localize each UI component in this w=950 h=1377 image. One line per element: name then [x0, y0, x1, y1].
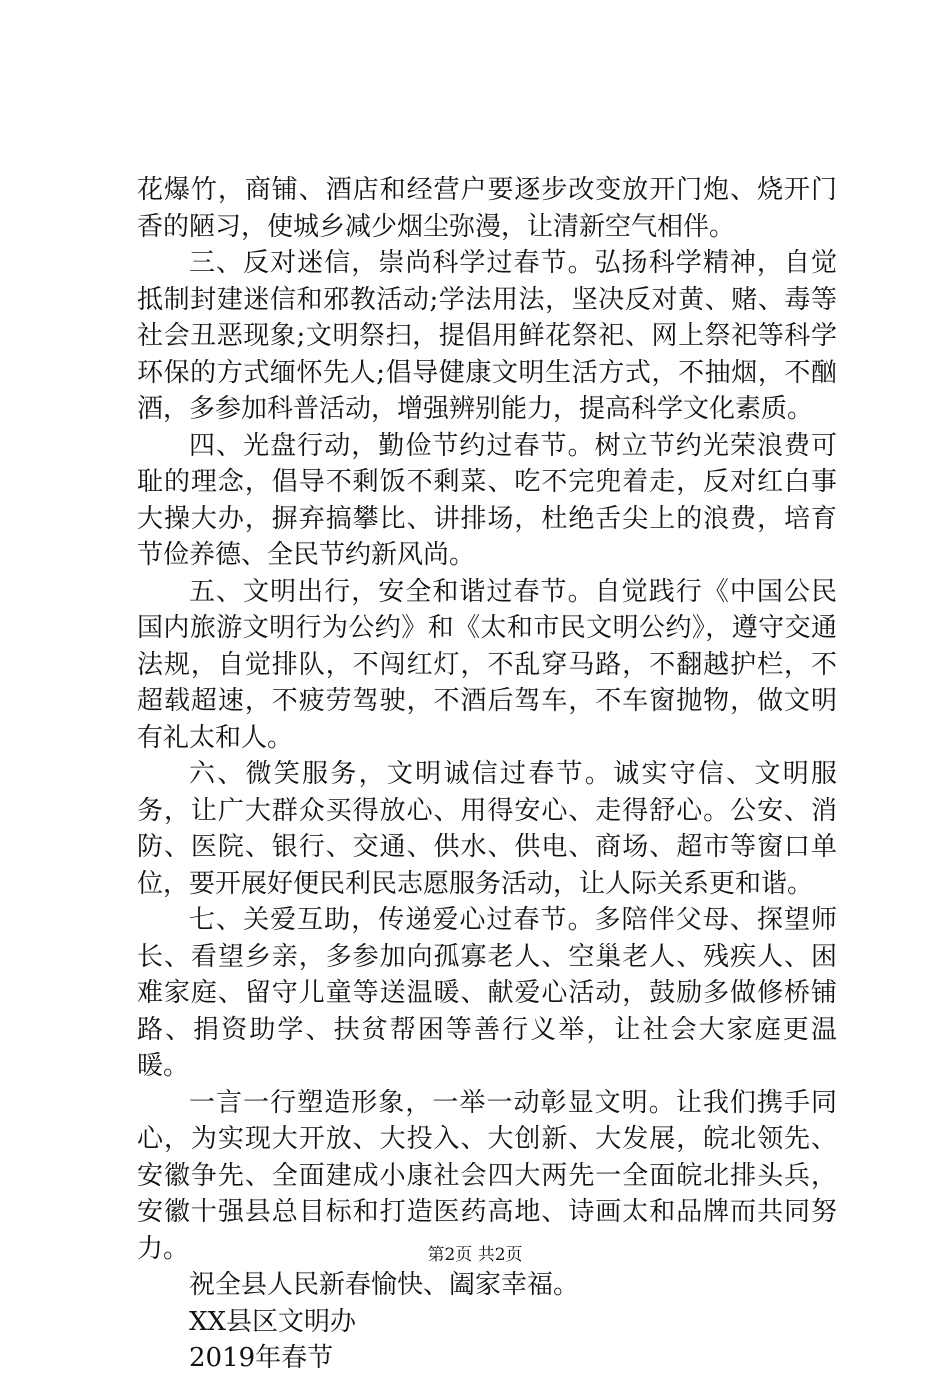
paragraph-section-7: 七、关爱互助，传递爱心过春节。多陪伴父母、探望师长、看望乡亲，多参加向孤寡老人、空巢老人、残疾人、困难家庭、留守儿童等送温暖、献爱心活动，鼓励多做修桥铺路、捐资助学、扶贫帮困等善行义举，让社会大家庭更温暖。 — [137, 905, 837, 1081]
paragraph-section-5: 五、文明出行，安全和谐过春节。自觉践行《中国公民国内旅游文明行为公约》和《太和市民文明公约》，遵守交通法规，自觉排队，不闯红灯，不乱穿马路，不翻越护栏，不超载超速，不疲劳驾驶，不酒后驾车，不车窗抛物，做文明有礼太和人。 — [137, 576, 837, 753]
page-number: 第2页 共2页 — [427, 1245, 523, 1265]
closing-wishes: 祝全县人民新春愉快、阖家幸福。 — [189, 1270, 580, 1300]
page-footer — [0, 1244, 950, 1266]
paragraph-continuation: 花爆竹，商铺、酒店和经营户要逐步改变放开门炮、烧开门香的陋习，使城乡减少烟尘弥漫，让清新空气相伴。 — [137, 175, 837, 242]
paragraph-section-3: 三、反对迷信，崇尚科学过春节。弘扬科学精神，自觉抵制封建迷信和邪教活动;学法用法，坚决反对黄、赌、毒等社会丑恶现象;文明祭扫，提倡用鲜花祭祀、网上祭祀等科学环保的方式缅怀先人;倡导健康文明生活方式，不抽烟，不酗酒，多参加科普活动，增强辨别能力，提高科学文化素质。 — [137, 248, 837, 424]
paragraph-section-4: 四、光盘行动，勤俭节约过春节。树立节约光荣浪费可耻的理念，倡导不剩饭不剩菜、吃不完兜着走，反对红白事大操大办，摒弃搞攀比、讲排场，杜绝舌尖上的浪费，培育节俭养德、全民节约新风尚。 — [137, 430, 837, 570]
signature-organization: XX县区文明办 — [189, 1306, 357, 1337]
signature-date: 2019年春节 — [189, 1343, 334, 1373]
document-body — [137, 172, 837, 1377]
paragraph-conclusion: 一言一行塑造形象，一举一动彰显文明。让我们携手同心，为实现大开放、大投入、大创新、大发展，皖北领先、安徽争先、全面建成小康社会四大两先一全面皖北排头兵，安徽十强县总目标和打造医药高地、诗画太和品牌而共同努力。 — [137, 1087, 837, 1264]
paragraph-section-6: 六、微笑服务，文明诚信过春节。诚实守信、文明服务，让广大群众买得放心、用得安心、走得舒心。公安、消防、医院、银行、交通、供水、供电、商场、超市等窗口单位，要开展好便民利民志愿服务活动，让人际关系更和谐。 — [137, 759, 837, 899]
